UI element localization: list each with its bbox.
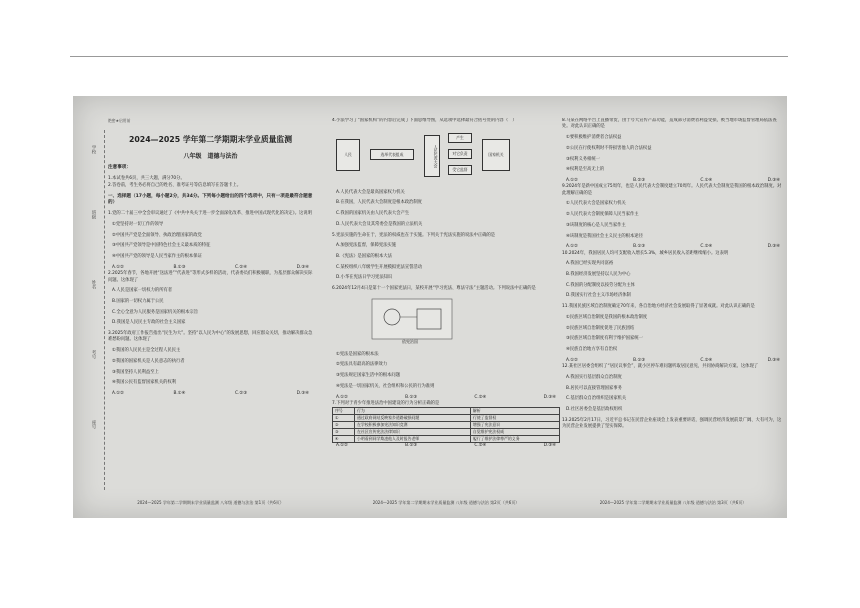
q6-option-3: ③宪法规定国家生活中的根本问题 [336, 373, 401, 379]
table-row [333, 429, 560, 436]
exam-page-2 [332, 118, 560, 512]
q9-answer-c: C.②④ [700, 244, 713, 250]
diagram-produce: 产生 [448, 133, 472, 143]
margin-label-name: 姓名 [91, 280, 96, 289]
page-2-footer: 2024—2025 学年第二学期期末学业质量监测 八年级 道德与法治 第2页（共6页） [372, 500, 520, 505]
q6-option-4: ④宪法是一切国家机关、社会组织和公民的行为准则 [336, 383, 435, 389]
q12-option-b: B.居民可以直接管理国家事务 [566, 385, 622, 391]
table-cell: 行使了监督权 [470, 415, 559, 422]
exam-page-3 [562, 118, 784, 512]
table-cell: ② [333, 422, 355, 429]
q5-option-d: D.小华在宪法日学习宪法知识 [336, 275, 393, 281]
table-row [333, 415, 560, 422]
q2-option-b: B.国家的一切权力属于公民 [112, 298, 164, 304]
cartoon-caption: 依宪治国 [402, 339, 418, 345]
table-cell: 在社区宣传宪法法律知识 [355, 429, 471, 436]
q1-option-4: ④中国共产党的领导是人民当家作主的根本保证 [112, 254, 202, 260]
q8-option-2: ②公民在行使权利时不得损害他人的合法权益 [566, 145, 652, 151]
q6-answer-d: D.③④ [543, 394, 556, 400]
question-3: 3.2025年政府工作报告指出“民生为大”。坚持“以人民为中心”的发展思想，回应群众关切，推动解决群众急难愁盼问题。这体现了 [108, 331, 313, 343]
section-heading: 一、选择题（17小题，每小题2分，共34分。下列每小题给出的四个选项中，只有一项是最符合题意的） [108, 193, 313, 206]
diagram-responsible: 对它负责 [448, 149, 472, 159]
question-11: 11.我国民族区域自治制度确定70年来，各自治地方经济社会发展取得了显著成就。对此认识正确的是 [562, 304, 755, 310]
q4-option-a: A.人民代表大会是最高国家权力机关 [336, 189, 405, 195]
q8-option-4: ④权利是至高无上的 [566, 167, 605, 173]
question-4: 4.小法学习了“国家机构”的内容后完成了下面思维导图，从选项中选择最符合括号处的内容（ ） [332, 118, 517, 123]
q12-option-d: D.社区居委会是基层政权组织 [566, 406, 623, 412]
notes-title: 注意事项： [108, 165, 131, 171]
q10-option-a: A.我国已经实现共同富裕 [566, 261, 614, 267]
exam-title: 2024—2025 学年第二学期期末学业质量监测 [128, 135, 293, 145]
q11-answer-c: C.②④ [700, 357, 713, 363]
q11-option-3: ③民族区域自治制度有利于维护国家统一 [566, 336, 643, 342]
cartoon-illustration [332, 295, 560, 347]
q6-answer-c: C.②④ [474, 394, 487, 400]
q11-option-2: ②民族区域自治制度促进了民族团结 [566, 325, 635, 331]
q10-option-c: C.我国的分配制度以按劳分配为主体 [566, 282, 635, 288]
table-cell: 小明看到同学欺凌他人及时报告老师 [355, 436, 471, 443]
top-rule [70, 56, 788, 57]
q8-answer-b: B.②③ [633, 177, 646, 183]
q4-option-b: B.在我国，人民代表大会制度是根本政治制度 [336, 200, 422, 206]
q6-answer-b: B.①③ [405, 394, 418, 400]
table-header-row [333, 408, 560, 415]
question-10: 10.2024年，我国居民人均可支配收入增长5.3%，城乡居民收入差距继续缩小。这表明 [562, 250, 729, 256]
q3-answer-a: A.①② [112, 390, 124, 396]
q3-answer-d: D.③④ [296, 390, 309, 396]
q3-option-1: ①我国的人民民主是全过程人民民主 [112, 348, 181, 354]
table-cell: 在学校积极参加宪法知识竞赛 [355, 422, 471, 429]
q11-answer-b: B.①③ [633, 357, 646, 363]
table-cell: 自觉维护宪法权威 [470, 429, 559, 436]
q8-answer-c: C.①④ [700, 177, 713, 183]
table-row [333, 436, 560, 443]
q8-option-1: ①要积极维护消费者合法权益 [566, 135, 622, 141]
q4-option-c: C.我国的国家机关由人民代表大会产生 [336, 211, 410, 217]
exam-subject: 八年级 道德与法治 [183, 153, 238, 161]
q12-option-a: A.我国实行基层群众自治制度 [566, 374, 622, 380]
question-12: 12.某社区居委会组织了“居民议事会”，就小区停车难问题听取居民意见，共同协商解决方案。这体现了 [562, 364, 759, 370]
q3-option-4: ④我国公民有监督国家机关的权利 [112, 380, 177, 386]
diagram-state-organs: 国家机关 [482, 139, 510, 171]
binding-margin [86, 130, 105, 490]
table-cell: ① [333, 415, 355, 422]
table-cell: ④ [333, 436, 355, 443]
q9-answer-d: D.③④ [767, 244, 780, 250]
q3-option-3: ③我国坚持人民利益至上 [112, 369, 159, 375]
q9-option-1: ①人民代表大会是国家权力机关 [566, 201, 626, 207]
q1-answer-b: B.①③ [173, 264, 186, 270]
q8-answer-a: A.①② [566, 177, 578, 183]
question-1: 1.党的二十届三中全会审议通过了《中共中央关于进一步全面深化改革、推进中国式现代化的决定》。这说明 [108, 211, 312, 217]
page-1-footer: 2024—2025 学年第二学期期末学业质量监测 八年级 道德与法治 第1页（共6页） [137, 500, 284, 505]
margin-label-seat: 座号 [91, 420, 96, 429]
q9-option-4: ④该制度是我国社会主义民主的根本途径 [566, 233, 643, 239]
q1-option-2: ②中国共产党是全面领导、执政治理国家的政党 [112, 232, 202, 238]
q7-answer-a: A.①② [336, 443, 348, 449]
q11-answer-d: D.③④ [767, 357, 780, 363]
q3-option-2: ②我国的国家机关是人民意志的执行者 [112, 358, 185, 364]
q1-answer-d: D.③④ [296, 264, 309, 270]
table-cell: 通过政府网站反映家乡道路破损问题 [355, 415, 471, 422]
q11-option-1: ①民族区域自治制度是我国的根本政治制度 [566, 314, 648, 320]
question-9: 9.2024年是新中国成立75周年，也是人民代表大会制度建立70周年。人民代表大会制度是我国的根本政治制度。对此理解正确的是 [562, 184, 782, 196]
q7-answer-d: D.③④ [543, 443, 556, 449]
table-header-cell: 解析 [470, 408, 559, 415]
question-5: 5.宪法实施的生命在于，宪法的权威也在于实施。下列关于宪法实施的说法中正确的是 [332, 232, 496, 238]
q11-answer-a: A.①② [566, 357, 578, 363]
exam-page-1 [108, 118, 313, 512]
q1-answer-c: C.②④ [235, 264, 248, 270]
table-cell: 增强了宪法意识 [470, 422, 559, 429]
q7-table [332, 407, 560, 443]
q1-option-1: ①党坚持对一切工作的领导 [112, 221, 164, 227]
table-cell: 履行了维护法律尊严的义务 [470, 436, 559, 443]
diagram-congress: 人民代表大会 [424, 135, 440, 177]
q11-option-4: ④民族自治地方享有自治权 [566, 346, 618, 352]
q9-answer-a: A.①② [566, 244, 578, 250]
table-cell: ③ [333, 429, 355, 436]
q1-answer-a: A.①② [112, 264, 124, 270]
table-header-cell: 行为 [355, 408, 471, 415]
note-2: 2.答卷前，考生务必将自己的姓名、准考证号等信息填写在答题卡上。 [108, 182, 242, 188]
question-13: 13.2025年2月17日，习近平总书记在民营企业座谈会上发表重要讲话，强调民营经济发展前景广阔、大有可为，这为民营企业发展提供了坚实保障。 [562, 417, 782, 430]
q7-answers [332, 443, 560, 449]
q9-option-3: ③该制度的核心是人民当家作主 [566, 222, 626, 228]
q10-option-b: B.我国经济发展坚持以人民为中心 [566, 272, 631, 278]
q6-option-2: ②宪法具有最高的法律效力 [336, 362, 388, 368]
page-3-footer: 2024—2025 学年第二学期期末学业质量监测 八年级 道德与法治 第3页（共6页） [599, 500, 747, 505]
diagram-supervised: 受它监督 [448, 165, 472, 175]
question-6: 6.2024年12月4日是第十一个国家宪法日，某校开展“学习宪法、尊法守法”主题活动。下列说法中正确的是 [332, 286, 536, 292]
q7-answer-b: B.①③ [405, 443, 418, 449]
q3-answer-b: B.①④ [173, 390, 186, 396]
table-header-cell: 序号 [333, 408, 355, 415]
q5-option-b: B.《宪法》是国家的根本大法 [336, 253, 392, 259]
q2-option-c: C.全心全意为人民服务是国家机关的根本宗旨 [112, 309, 199, 315]
margin-label-class: 班级 [91, 210, 96, 219]
q6-answer-a: A.①② [336, 394, 348, 400]
diagram-people: 人民 [336, 139, 360, 171]
q2-option-d: D.我国是人民民主专政的社会主义国家 [112, 320, 186, 326]
margin-label-school: 学校 [91, 145, 96, 154]
q7-answer-c: C.②④ [474, 443, 487, 449]
table-row [333, 422, 560, 429]
q6-option-1: ①宪法是国家的根本法 [336, 351, 379, 357]
q4-option-d: D.人民代表大会及其常委会是我国的立法机关 [336, 221, 423, 227]
note-1: 1.本试卷共6页，共三大题，满分70分。 [108, 176, 185, 182]
q2-option-a: A.人民是国家一切权力的所有者 [112, 288, 173, 294]
q9-option-2: ②人民代表大会制度保障人民当家作主 [566, 212, 639, 218]
confidential-tag: 绝密★启用前 [108, 118, 131, 123]
q9-answer-b: B.①③ [633, 244, 646, 250]
q5-option-c: C.某校组织八年级学生开展模拟宪法宣誓活动 [336, 264, 423, 270]
q12-option-c: C.基层群众自治组织是国家机关 [566, 396, 627, 402]
q10-option-d: D.我国实行社会主义市场经济体制 [566, 293, 631, 299]
diagram-elect: 选举代表组成 [370, 149, 414, 160]
q3-answers [108, 391, 313, 397]
q8-option-3: ③权利义务相统一 [566, 156, 600, 162]
q5-option-a: A.加强宪法监督，保障宪法实施 [336, 243, 397, 249]
q3-answer-c: C.②③ [235, 390, 248, 396]
q8-answer-d: D.③④ [767, 177, 780, 183]
question-2: 2.2025年春节，各地开展“送法进”“代表进”等形式多样的活动，代表委员们积极履职，为基层群众解决实际问题。这体现了 [108, 271, 313, 283]
margin-label-exam-number: 考号 [91, 350, 96, 359]
question-7: 7.下列对于青少年推进法治中国建设的行为分析正确的是 [332, 400, 440, 406]
q1-option-3: ③中国共产党领导是中国特色社会主义最本质的特征 [112, 243, 211, 249]
question-8: 8.马某在网络平台上直播带货，由于夸大宣传产品功能，造成部分消费者利益受损，被当地市场监督管理局依法查处。对此认识正确的是 [562, 118, 777, 130]
organization-diagram [332, 127, 560, 185]
